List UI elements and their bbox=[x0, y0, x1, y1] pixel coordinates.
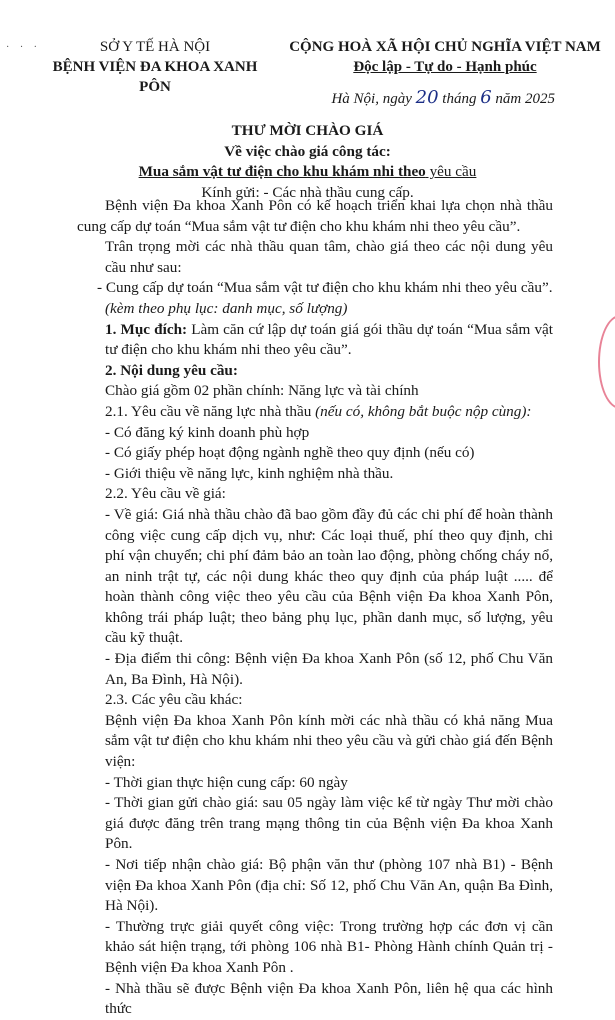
document-title: THƯ MỜI CHÀO GIÁ bbox=[231, 122, 384, 139]
list-item-text: - Nhà thầu sẽ được Bệnh viện Đa khoa Xanh Pôn, liên hệ qua các hình thức bbox=[105, 979, 553, 1018]
date-prefix: Hà Nội, ngày bbox=[331, 91, 412, 107]
list-item-text: - Có đăng ký kinh doanh phù hợp bbox=[105, 423, 310, 441]
topic-bold: Mua sắm vật tư điện cho khu khám nhi theo bbox=[138, 163, 426, 180]
paragraph-text: 2.2. Yêu cầu về giá: bbox=[105, 485, 226, 503]
list-item bbox=[105, 979, 553, 1020]
document-date bbox=[331, 88, 555, 110]
header-left bbox=[38, 37, 272, 97]
list-item-text: - Giới thiệu về năng lực, kinh nghiệm nhà thầu. bbox=[105, 464, 394, 482]
paragraph-text: - Địa điểm thi công: Bệnh viện Đa khoa Xanh Pôn (số 12, phố Chu Văn An, Ba Đình, Hà Nội). bbox=[105, 650, 553, 688]
list-item bbox=[105, 464, 553, 485]
paragraph-text: 2.3. Các yêu cầu khác: bbox=[105, 691, 243, 709]
document-body bbox=[77, 196, 554, 1020]
date-year: năm 2025 bbox=[495, 91, 555, 107]
list-item bbox=[105, 917, 553, 979]
national-motto: Độc lập - Tự do - Hạnh phúc bbox=[353, 59, 537, 75]
paragraph bbox=[105, 484, 553, 505]
paragraph-text: Bệnh viện Đa khoa Xanh Pôn có kế hoạch triển khai lựa chọn nhà thầu cung cấp dự toán “Mua sắm vật tư điện cho khu khám nhi theo yêu cầu”. bbox=[77, 197, 553, 235]
section-heading: 1. Mục đích: bbox=[105, 320, 188, 338]
country-name: CỘNG HOÀ XÃ HỘI CHỦ NGHĨA VIỆT NAM bbox=[289, 39, 601, 55]
paragraph-note: (nếu có, không bắt buộc nộp cùng): bbox=[315, 402, 532, 420]
paragraph bbox=[105, 690, 553, 711]
date-day-handwritten: 20 bbox=[415, 87, 439, 108]
paragraph bbox=[105, 649, 553, 690]
list-item-text: - Thời gian thực hiện cung cấp: 60 ngày bbox=[105, 773, 348, 791]
paragraph bbox=[105, 320, 553, 361]
document-topic bbox=[0, 162, 615, 183]
paragraph-text: (kèm theo phụ lục: danh mục, số lượng) bbox=[105, 299, 348, 317]
section-heading-text: 2. Nội dung yêu cầu: bbox=[105, 361, 238, 379]
document-titles bbox=[0, 121, 615, 203]
document-subject: Về việc chào giá công tác: bbox=[224, 142, 391, 160]
paragraph-text: Trân trọng mời các nhà thầu quan tâm, chào giá theo các nội dung yêu cầu như sau: bbox=[105, 238, 553, 276]
list-item-text: - Có giấy phép hoạt động ngành nghề theo quy định (nếu có) bbox=[105, 444, 475, 462]
paragraph bbox=[105, 711, 553, 773]
topic-rest: yêu cầu bbox=[425, 163, 477, 180]
paragraph bbox=[105, 299, 553, 320]
list-item bbox=[105, 793, 553, 855]
red-seal-stamp bbox=[598, 315, 615, 409]
paragraph bbox=[105, 237, 553, 278]
paragraph bbox=[105, 381, 553, 402]
list-item-text: - Nơi tiếp nhận chào giá: Bộ phận văn thư (phòng 107 nhà B1) - Bệnh viện Đa khoa Xanh Pôn (địa chỉ: Số 12, phố Chu Văn An, quận Ba Đình, Hà Nội). bbox=[105, 856, 553, 915]
paragraph-text: - Cung cấp dự toán “Mua sắm vật tư điện cho khu khám nhi theo yêu cầu”. bbox=[97, 279, 553, 297]
recipient-line: Kính gửi: - Các nhà thầu cung cấp. bbox=[201, 183, 414, 201]
section-heading bbox=[105, 361, 553, 382]
paragraph-text: Làm căn cứ lập dự toán giá gói thầu dự toán “Mua sắm vật tư điện cho khu khám nhi theo yêu cầu”. bbox=[105, 320, 554, 359]
paragraph bbox=[105, 402, 553, 423]
list-item-text: - Thường trực giải quyết công việc: Trong trường hợp các đơn vị cần khảo sát hiện trạng, tới phòng 106 nhà B1- Phòng Hành chính Quản trị - Bệnh viện Đa khoa Xanh Pôn . bbox=[105, 917, 553, 976]
paragraph bbox=[77, 196, 553, 237]
paragraph-text: - Về giá: Giá nhà thầu chào đã bao gồm đầy đủ các chi phí để hoàn thành công việc cung cấp dịch vụ, như: Các loại thuế, phí theo quy định, chi phí vận chuyển; chi phí đảm bảo an toàn lao động, phòng chống cháy nổ, an ninh trật tự, các nội dung khác theo quy định của pháp luật ..... để hoàn thành công việc theo yêu cầu của Bệnh viện Đa khoa Xanh Pôn, không trái pháp luật; theo bảng phụ lục, phần danh mục, số lượng, yêu cầu kỹ thuật. bbox=[105, 505, 553, 647]
paragraph bbox=[97, 278, 553, 299]
list-item bbox=[105, 443, 553, 464]
paragraph bbox=[105, 505, 553, 649]
list-item bbox=[105, 773, 553, 794]
paragraph-text: Chào giá gồm 02 phần chính: Năng lực và tài chính bbox=[105, 382, 419, 400]
header-right bbox=[286, 37, 604, 77]
list-item bbox=[105, 855, 553, 917]
paragraph-text: Bệnh viện Đa khoa Xanh Pôn kính mời các nhà thầu có khả năng Mua sắm vật tư điện cho khu khám nhi theo yêu cầu và gửi chào giá đến Bệnh viện: bbox=[105, 711, 553, 771]
ministry-name: SỞ Y TẾ HÀ NỘI bbox=[99, 39, 211, 55]
date-month-handwritten: 6 bbox=[480, 87, 492, 108]
hospital-name: BỆNH VIỆN ĐA KHOA XANH PÔN bbox=[52, 59, 258, 95]
date-month-label: tháng bbox=[442, 91, 477, 107]
list-item bbox=[105, 423, 553, 444]
paragraph-text: 2.1. Yêu cầu về năng lực nhà thầu bbox=[105, 402, 316, 420]
scan-marks: · · · bbox=[6, 42, 41, 53]
list-item-text: - Thời gian gửi chào giá: sau 05 ngày làm việc kể từ ngày Thư mời chào giá được đăng trên trang mạng thông tin của Bệnh viện Đa khoa Xanh Pôn. bbox=[105, 794, 553, 853]
